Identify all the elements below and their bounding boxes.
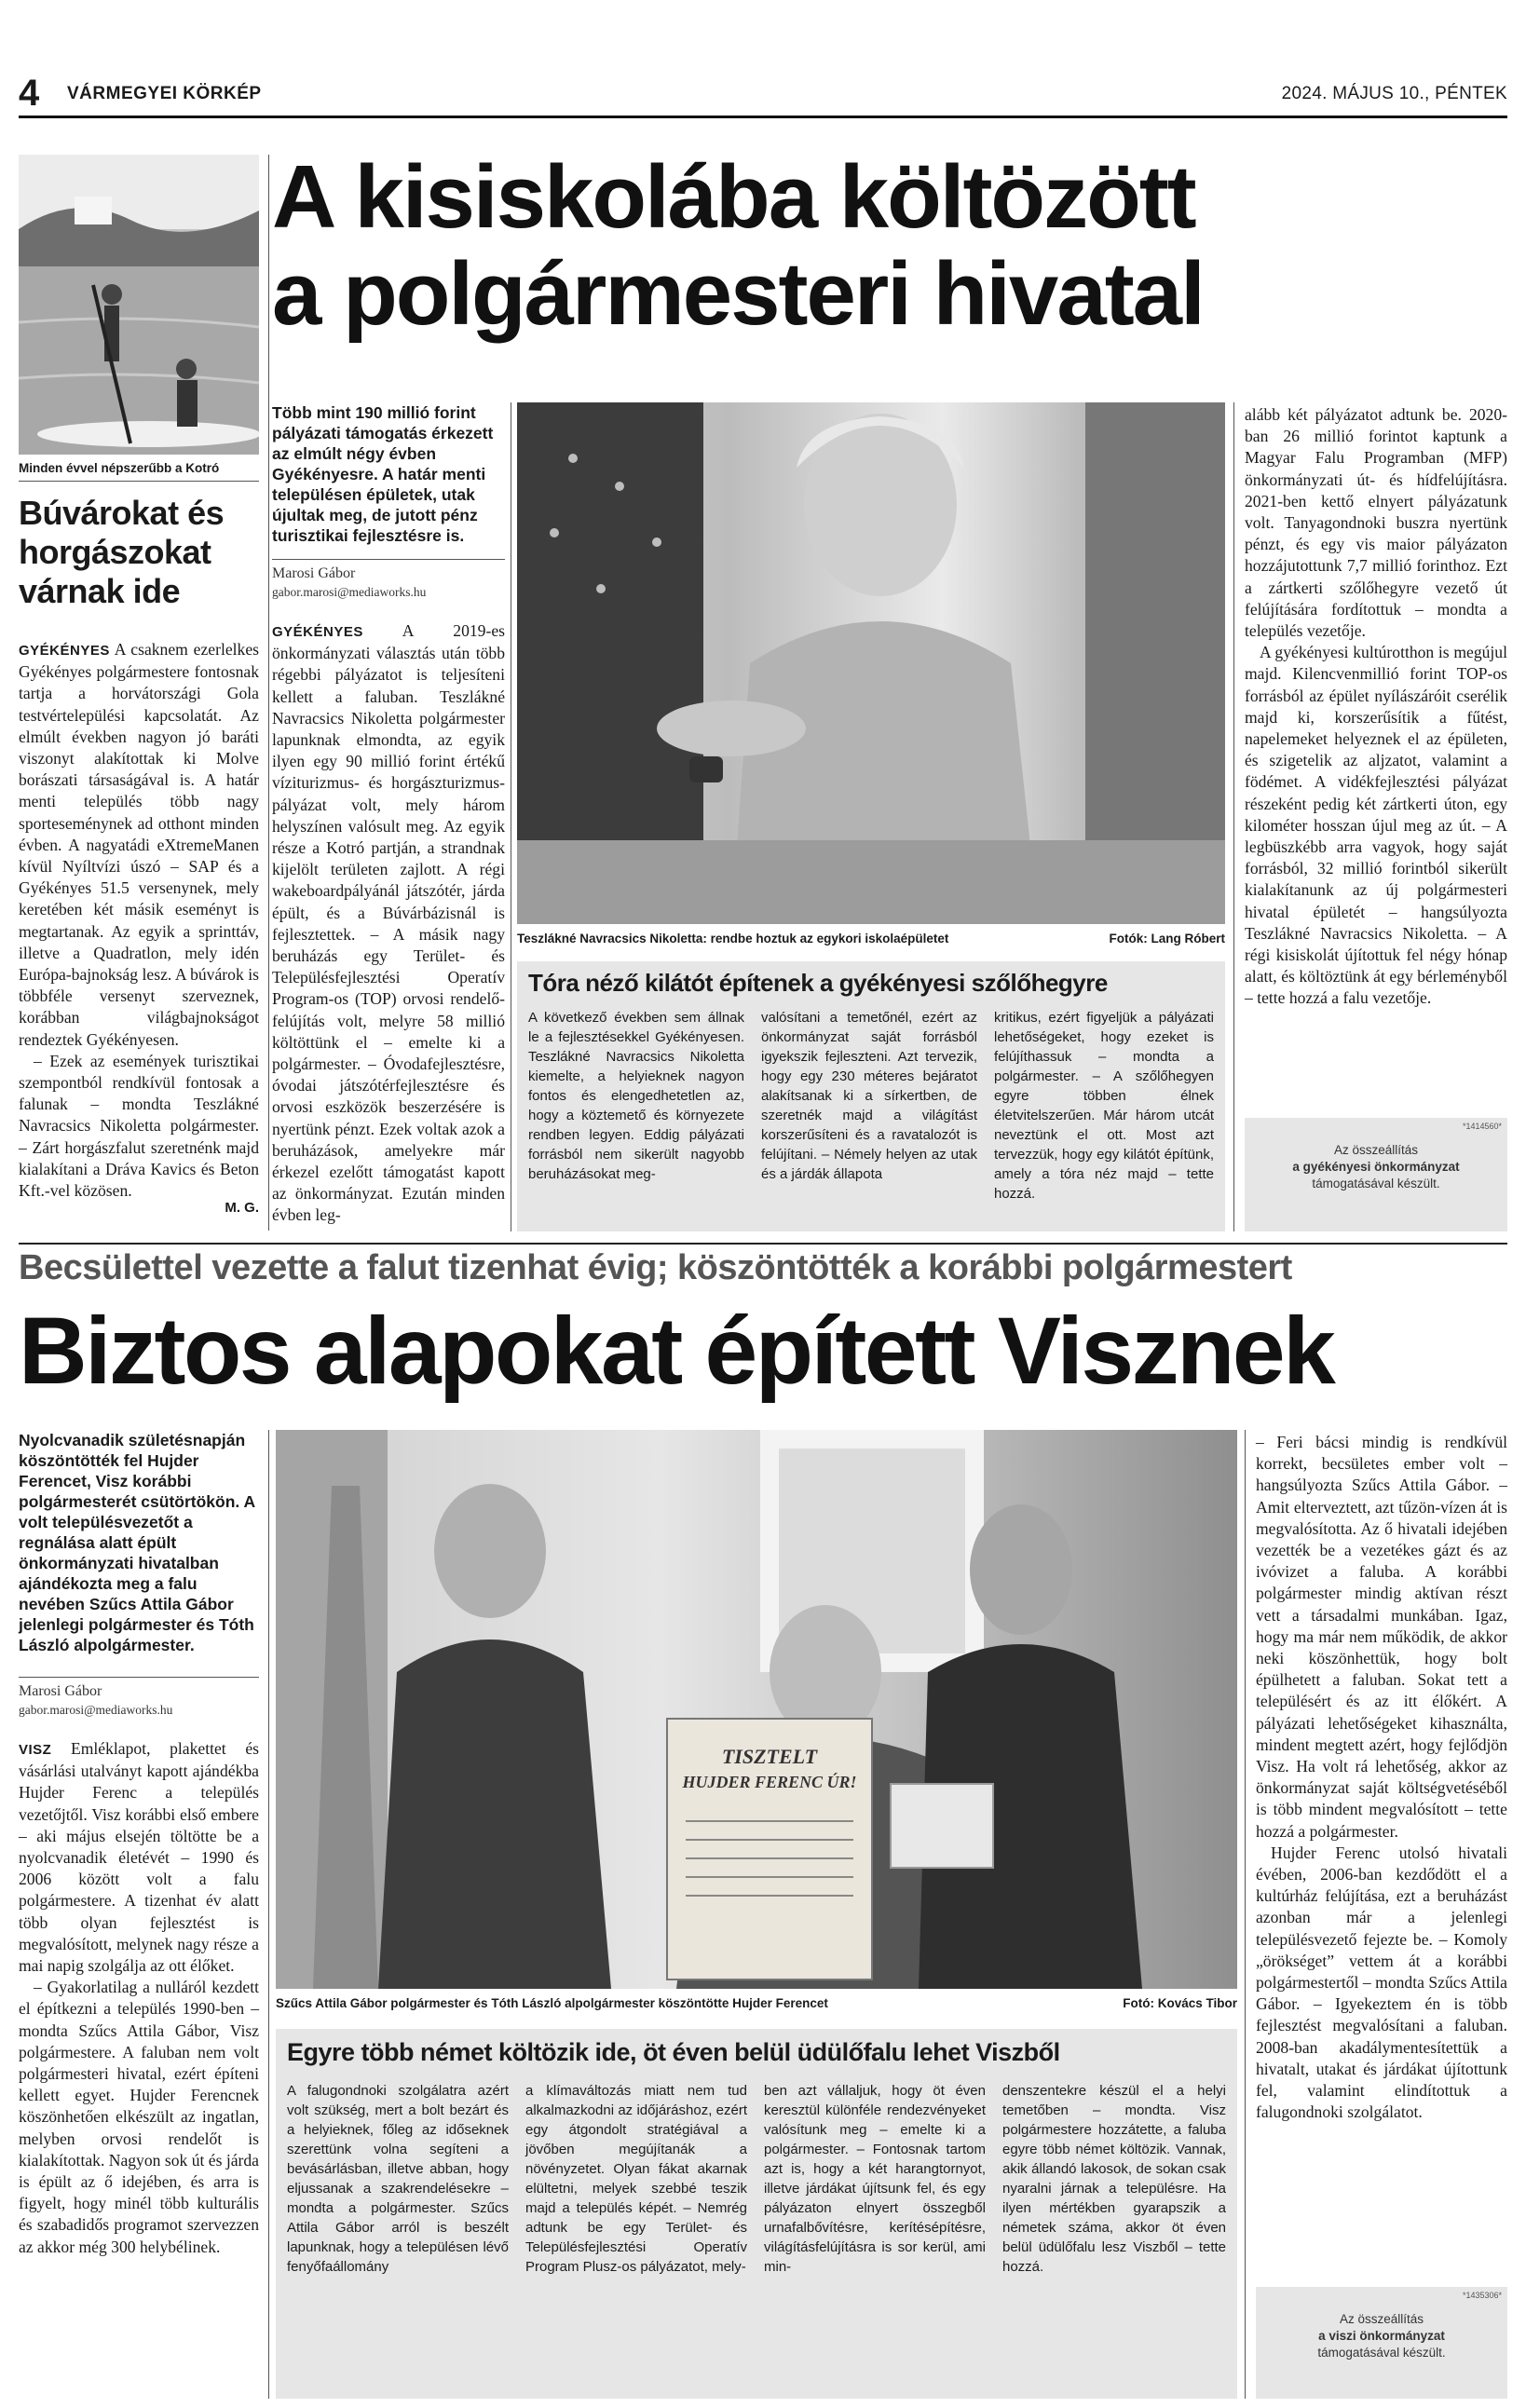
hujder-photo bbox=[276, 1430, 1237, 1989]
kilato-box-col1: A következő években sem állnak le a fejlesztésekkel Gyékényesen. Teszlákné Navracsics Nikoletta kiemelte, a helyieknek nagyon fontos és elengedhetetlen az, hogy a köztemető és környezete rendben legyen. Eddig pályázati forrásból nem sikerült nagyobb beruházásokat meg- bbox=[528, 1010, 744, 1182]
left-article-title: Búvárokat és horgászokat várnak ide bbox=[19, 494, 225, 610]
visz-sponsor-box bbox=[1256, 2287, 1507, 2399]
mayor-illustration bbox=[517, 402, 1225, 924]
second-author: Marosi Gábor bbox=[19, 1683, 102, 1699]
certificate-name: HUJDER FERENC ÚR! bbox=[682, 1773, 857, 1791]
second-byline bbox=[19, 1682, 259, 1720]
paddleboard-illustration bbox=[19, 155, 259, 455]
second-left-divider bbox=[268, 1430, 269, 2399]
second-right-divider bbox=[1245, 1430, 1246, 2399]
gyekenyes-sponsor-code: *1414560* bbox=[1462, 1122, 1502, 1131]
second-keyword: VISZ bbox=[19, 1742, 52, 1758]
udulofalu-box-col1: A falugondnoki szolgálatra azért volt szükség, mert a bolt bezárt és a helyieknek, főleg az időseknek szerettünk volna segíteni a bevásárlásban, illetve abban, hogy eljussanak a szakrendelésekre – mondta a polgármester. Szűcs Attila Gábor arról is beszélt lapunknak, hogy a településen lévő fenyőfaállomány bbox=[287, 2083, 509, 2275]
main-article-title bbox=[272, 149, 1507, 343]
second-article-body bbox=[19, 1738, 259, 2258]
left-first-paragraph: A csaknem ezerlelkes Gyékényes polgármestere fontosnak tartja a horvátországi Gola testvértelepülési kapcsolatát. Az elmúlt években nagyon jó baráti viszonyt alakítottak ki Molve borászati társaságával is. A határ menti település több nagy sporteseménynek ad otthont minden évben. A nagyatádi eXtremeManen kívül Nyíltvízi úszó – SAP és a Gyékényes 51.5 versenynek, mely keretében két másik eseményt is megtartanak. Az egyik a sprinttáv, illetve a Quadratlon, mely idén Európa-bajnokság lesz. A búvárok is többféle versenyt szerveznek, korábban világbajnokságot rendeztek Gyékényesen. bbox=[19, 640, 259, 1049]
second-right-column bbox=[1256, 1432, 1507, 2124]
main-lead-rule bbox=[272, 559, 505, 560]
left-photo-caption: Minden évvel népszerűbb a Kotró bbox=[19, 461, 220, 475]
main-keyword: GYÉKÉNYES bbox=[272, 624, 363, 640]
left-caption-rule bbox=[19, 481, 259, 482]
main-right-paragraph: A gyékényesi kultúrotthon is megújul majd. Kilencvenmillió forint TOP-os forrásból az épület nyílászáróit cserélik majd ki, korszerűsítik a fűtést, napelemeket helyeznek el az épületen, és szigetelik az aljzatot, valamint a födémet. A vidékfejlesztési pályázat részeként pedig két zártkerti úton, egy kilométer hosszan újul meg az út. – A legbüszkébb arra vagyok, hogy saját forrásból, 32 millió forintból sikerült kialakítanunk az új polgármesteri hivatal épületét – hangsúlyozta Teszlákné Navracsics Nikoletta. – A régi kisiskolát újítottuk fel négy hónap alatt, és költöztünk át egy bérleményből – tette hozzá a falu vezetője. bbox=[1245, 643, 1507, 1008]
second-right-paragraph: Hujder Ferenc utolsó hivatali évében, 2006-ban kezdődött el a kultúrház felújítása, ezt a beruházást azonban már a jelenlegi településvezető fejezte be. – Komoly „örökséget” vettem át a korábbi polgármestertől – mondta Szűcs Attila Gábor. – Igyekeztem én is több fejlesztést megvalósítani a faluban. 2008-ban akadálymentesítettük a hivatalt, utakat és járdákat újítottunk fel, valamint elindítottuk a falugondnoki szolgálatot. bbox=[1256, 1843, 1507, 2122]
udulofalu-box-col2: a klímaváltozás miatt nem tud alkalmazkodni az időjáráshoz, ezért egy átgondolt stratégiával a jövőben megújítanák a növényzetet. Olyan fákat akarnak elültetni, melyek szebbé teszik majd a település képét. – Nemrég adtunk be egy Terület- és Településfejlesztési Operatív Program Plusz-os pályázatot, mely- bbox=[525, 2083, 747, 2275]
mayor-photo-credit: Fotók: Lang Róbert bbox=[1109, 932, 1225, 946]
main-title-line1: A kisiskolába költözött bbox=[272, 147, 1195, 247]
main-right-divider bbox=[1233, 402, 1234, 1231]
section-title: VÁRMEGYEI KÖRKÉP bbox=[67, 84, 262, 103]
second-article-title: Biztos alapokat épített Visznek bbox=[19, 1298, 1334, 1404]
udulofalu-box-col4: denszentekre készül el a helyi temetőben – mondta. Visz polgármestere hozzátette, a faluba egyre több német költözik. Vannak, akik állandó lakosok, de sokan csak nyaralni járnak a településre. Ha ilyen mértékben gyarapszik a németek száma, akkor öt éven belül üdülőfalu lesz Viszből – tette hozzá. bbox=[1002, 2083, 1226, 2275]
udulofalu-box-title: Egyre több német költözik ide, öt éven belül üdülőfalu lehet Viszből bbox=[287, 2038, 1060, 2066]
main-right-paragraph: alább két pályázatot adtunk be. 2020-ban 26 millió forintot kaptunk a Magyar Falu Programban (MFP) önkormányzati út- és hídfelújításra. 2021-ben kettő elnyert pályázatunk volt. Tanyagondnoki buszra nyertünk pénzt, és egy vis maior pályázaton hozzájutottunk 7,7 millió forinthoz. Ezt a zártkerti szőlőhegyre vezető út felújítására fordítottuk – mondta a település vezetője. bbox=[1245, 405, 1507, 641]
mayor-photo bbox=[517, 402, 1225, 924]
udulofalu-box bbox=[276, 2029, 1237, 2399]
left-paragraph: – Ezek az események turisztikai szempontból rendkívül fontosak a falunak – mondta Teszlákné Navracsics Nikoletta polgármester. – Zárt horgászfalut szeretnénk majd kialakítani a Dráva Kavics és Beton Kft.-vel közösen. bbox=[19, 1051, 259, 1201]
second-paragraph: – Gyakorlatilag a nulláról kezdett el építkezni a település 1990-ben – mondta Szűcs Attila Gábor, Visz polgármestere. A faluban nem volt polgármesteri hivatal, ezért építeni kellett egyet. Hujder Ferencnek köszönhetően elkészült az ingatlan, melyben orvosi rendelőt is kialakítottak. Nagyon sok út és járda is épült az ő idejében, és arra is figyelt, hogy minél több kulturális és szabadidős programot szervezzen az akkor még 300 helybélinek. bbox=[19, 1978, 259, 2256]
second-article-lead: Nyolcvanadik születésnapján köszöntötték fel Hujder Ferencet, Visz korábbi polgármesterét csütörtökön. A volt településvezetőt a regnálása alatt épült önkormányzati hivatalban ajándékozta meg a falu nevében Szűcs Attila Gábor jelenlegi polgármester és Tóth László alpolgármester. bbox=[19, 1431, 255, 1654]
left-column-divider bbox=[268, 155, 269, 1231]
second-lead-rule bbox=[19, 1677, 259, 1678]
left-signature: M. G. bbox=[225, 1200, 259, 1216]
kilato-box-col2: valósítani a temetőnél, ezért az önkormányzat saját forrásból igyekszik fejleszteni. Azt tervezik, hogy egy 230 méteres bejáratot alakítsanak ki a sírkertben, de szeretnék majd a világítást korszerűsíteni és a ravatalozót is felújítani. – Némely helyen az utak és a járdák állapota bbox=[761, 1010, 977, 1182]
gyekenyes-sponsor-box bbox=[1245, 1118, 1507, 1231]
main-first-paragraph: A 2019-es önkormányzati választás után több régebbi pályázatot is teljesíteni kellett a faluban. Teszlákné Navracsics Nikoletta polgármester lapunknak elmondta, az egyik ilyen egy 90 millió forint értékű víziturizmus- és horgászturizmus-pályázat volt, mely három helyszínen valósult meg. Az egyik része a Kotró partján, a strandnak kijelölt területen zajlott. A régi wakeboardpályánál játszótér, járda épült, és a Búvárbázisnál is fejlesztettek. – A másik nagy beruházás egy Terület- és Településfejlesztési Operatív Program-os (TOP) orvosi rendelő-felújítás volt, melyre 58 millió költöttünk el – emelte ki a polgármester. – Óvodafejlesztésre, óvodai játszótérfejlesztésre és orvosi eszközök beszerzésére is nyertünk pénzt. Ezek voltak azok a beruházások, amelyekre már érkezel ezelőtt támogatást kapott az önkormányzat. Ezután minden évben leg- bbox=[272, 621, 505, 1225]
main-right-column bbox=[1245, 404, 1507, 1010]
main-article-lead: Több mint 190 millió forint pályázati támogatás érkezett az elmúlt négy évben Gyékényesre. A határ menti településen épületek, utak újultak meg, de jutott pénz turisztikai fejlesztésre is. bbox=[272, 403, 494, 545]
left-article-body bbox=[19, 639, 259, 1202]
hujder-photo-caption: Szűcs Attila Gábor polgármester és Tóth László alpolgármester köszöntötte Hujder Ferencet bbox=[276, 1996, 828, 2010]
main-byline bbox=[272, 565, 505, 602]
issue-date: 2024. MÁJUS 10., PÉNTEK bbox=[1281, 84, 1507, 103]
visz-sponsor-code: *1435306* bbox=[1462, 2291, 1502, 2300]
kilato-box-col3: kritikus, ezért figyeljük a pályázati lehetőségeket, hogy ezeket is felújíthassuk – mondta a polgármester. – A szőlőhegyen egyre többen élnek életvitelszerűen. Már három utcát neveztünk el ott. Most azt tervezzük, hogy egy kilátót építünk, amely a tóra néz majd – tette hozzá. bbox=[994, 1010, 1214, 1202]
visz-sponsor-text: Az összeállítás a viszi önkormányzat támogatásával készült. bbox=[1317, 2312, 1446, 2360]
kilato-box bbox=[517, 961, 1225, 1231]
header-rule bbox=[19, 116, 1507, 118]
main-article-body bbox=[272, 620, 505, 1227]
mayor-photo-caption: Teszlákné Navracsics Nikoletta: rendbe hoztuk az egykori iskolaépületet bbox=[517, 932, 949, 946]
udulofalu-box-col3: ben azt vállaljuk, hogy öt éven keresztül különféle rendezvényeket valósítunk meg – emelte ki a polgármester. – Fontosnak tartom azt is, hogy a két harangtornyot, illetve járdákat újítsunk fel, és egy pályázaton elnyert összegből urnafalbővítésre, kerítésépítésre, világításfelújításra is sor kerül, ami min- bbox=[764, 2083, 986, 2275]
second-right-paragraph: – Feri bácsi mindig is rendkívül korrekt, becsületes ember volt – hangsúlyozta Szűcs Attila Gábor. – Amit elterveztett, azt tűzön-vízen át is megvalósította. Az ő hivatali idejében vezették be a vezetékes gázt és az ivóvizet a faluba. A korábbi polgármester mindig aktívan részt vett a társadalmi munkában. Igaz, hogy ma már nem működik, de akkor neki köszönhettük, hogy bolt épülhetett a faluban. Sokat tett a településért és az itt élőkért. A pályázati lehetőségeket kihasználta, mindent megtett azért, hogy fejlődjön Visz. Ha volt rá lehetőség, akkor az önkormányzat saját költségvetéséből is több mindent megvalósított – tette hozzá a polgármester. bbox=[1256, 1433, 1507, 1841]
main-author: Marosi Gábor bbox=[272, 565, 356, 581]
left-keyword: GYÉKÉNYES bbox=[19, 643, 110, 659]
three-men-illustration bbox=[276, 1430, 1237, 1989]
kilato-box-title: Tóra néző kilátót építenek a gyékényesi szőlőhegyre bbox=[528, 969, 1108, 997]
article-separator bbox=[19, 1243, 1507, 1245]
kotro-photo bbox=[19, 155, 259, 455]
second-author-email: gabor.marosi@mediaworks.hu bbox=[19, 1703, 173, 1717]
second-article-kicker: Becsülettel vezette a falut tizenhat évig; köszöntötték a korábbi polgármestert bbox=[19, 1248, 1292, 1287]
main-author-email: gabor.marosi@mediaworks.hu bbox=[272, 585, 427, 599]
hujder-photo-credit: Fotó: Kovács Tibor bbox=[1123, 1996, 1237, 2010]
page-header bbox=[19, 73, 1507, 116]
gyekenyes-sponsor-text: Az összeállítás a gyékényesi önkormányzat támogatásával készült. bbox=[1292, 1143, 1460, 1190]
page-number: 4 bbox=[19, 73, 40, 114]
certificate-title: TISZTELT bbox=[721, 1745, 818, 1768]
second-first-paragraph: Emléklapot, plakettet és vásárlási utalványt kapott ajándékba Hujder Ferenc a település vezetőjtől. Visz korábbi első embere – aki május elsején töltötte be a nyolcvanadik életévét – 1990 és 2006 között volt a falu polgármestere. A tizenhat év alatt több olyan fejlesztést is megvalósított, melynek nagy része a mai napig szolgálja az ott élőket. bbox=[19, 1739, 259, 1976]
main-title-line2: a polgármesteri hivatal bbox=[272, 244, 1204, 344]
